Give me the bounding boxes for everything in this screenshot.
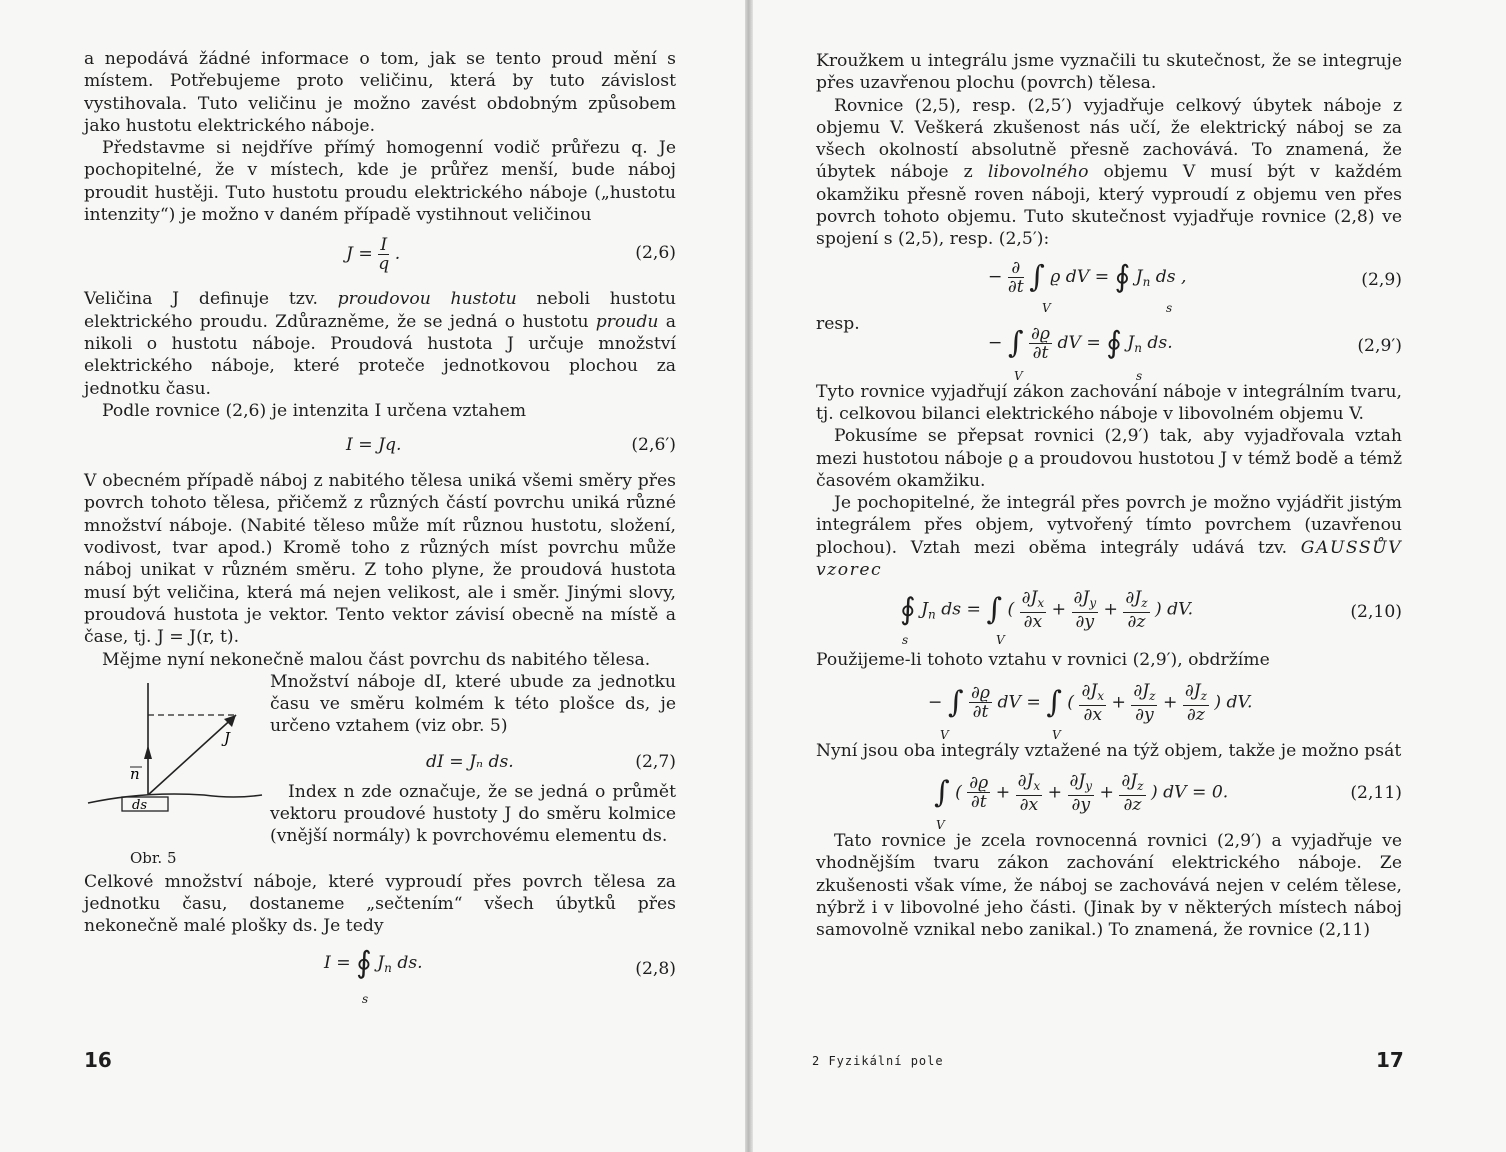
equation-number: (2,7): [635, 751, 676, 772]
equation-number: (2,9′): [1357, 335, 1402, 356]
right-page-text: [816, 50, 1402, 941]
paragraph: Index n zde označuje, že se jedná o průmět vektoru proudové hustoty J do směru kolmice (vnější normály) k povrchovému elementu ds.: [270, 781, 676, 847]
paragraph: Pokusíme se přepsat rovnici (2,9′) tak, aby vyjadřovala vztah mezi hustotou náboje ϱ a proudovou hustotou J v témž bodě a témž časovém okamžiku.: [816, 426, 1402, 491]
paragraph: Tato rovnice je zcela rovnocenná rovnici (2,9′) a vyjadřuje ve vhodnějším tvaru zákon zachování elektrického náboje. Ze zkušenosti však víme, že náboj se zachovává nejen v celém tělese, nýbrž i v libovolné jeho části. (Jinak by v některých místech náboj samovolně vznikal nebo zanikal.) To znamená, že rovnice (2,11): [816, 830, 1402, 941]
equation-2-11: ∫ ( $\frac{\partial ϱ}{\partial t}$ + $\frac{\partial J_x}{\partial x}$ + $\frac{\partial J_y}{\partial y}$ + $\frac{\partial J_z}{\partial z}$ ) dV = 0. V (2,11): [934, 770, 1402, 832]
figure-5-diagram: [84, 675, 264, 845]
paragraph: Představme si nejdříve přímý homogenní vodič průřezu q. Je pochopitelné, že v místech, kde je průřez menší, bude náboj proudit hustěji. Tuto hustotu proudu elektrického náboje („hustotu intenzity“) je možno v daném případě vystihnout veličinou: [84, 138, 676, 226]
left-page-text: [84, 48, 676, 1006]
equation-2-10: ∮ $J_n$ ds = ∫ ( $\frac{\partial J_x}{\partial x}$ + $\frac{\partial J_y}{\partial y}$ + $\frac{\partial J_z}{\partial z}$ ) dV. s V (2,10): [900, 588, 1402, 648]
paragraph: Podle rovnice (2,6) je intenzita I určena vztahem: [102, 400, 527, 421]
equation-number: (2,9): [1361, 269, 1402, 290]
paragraph: Je pochopitelné, že integrál přes povrch je možno vyjádřit jistým integrálem přes objem, vytvořený tímto povrchem (uzavřenou plochou). Vztah mezi oběma integrály udává tzv. GAUSSŮV vzorec: [816, 493, 1402, 581]
equation-2-6-prime: I = Jq. (2,6′): [346, 435, 676, 456]
paragraph: Nyní jsou oba integrály vztažené na týž objem, takže je možno psát: [816, 740, 1402, 761]
page-number: 16: [84, 1048, 112, 1072]
paragraph: Mějme nyní nekonečně malou část povrchu ds nabitého tělesa.: [102, 649, 651, 670]
paragraph: Celkové množství náboje, které vyproudí přes povrch tělesa za jednotku času, dostaneme „sečtením“ všech úbytků přes nekonečně malé plošky ds. Je tedy: [84, 871, 676, 937]
equation-2-6: J = $\frac{I}{q}$ . (2,6): [346, 235, 676, 275]
figure-caption: Obr. 5: [130, 848, 177, 867]
book-gutter: [745, 0, 753, 1152]
paragraph: Tyto rovnice vyjadřují zákon zachování náboje v integrálním tvaru, tj. celkovou bilanci elektrického náboje v libovolném objemu V.: [816, 381, 1402, 424]
equation-number: (2,11): [1350, 782, 1402, 803]
equation-2-9-prime: resp. − ∫ $\frac{\partial ϱ}{\partial t}$ dV = ∮ $J_n$ ds. V s (2,9′): [816, 313, 1402, 383]
paragraph: Rovnice (2,5), resp. (2,5′) vyjadřuje celkový úbytek náboje z objemu V. Veškerá zkušenost nás učí, že elektrický náboj se za všech okolností absolutně přesně zachovává. To znamená, že úbytek náboje z libovolného objemu V musí být v každém okamžiku přesně roven náboji, který vyproudí z objemu ven přes povrch tohoto objemu. Tuto skutečnost vyjadřuje rovnice (2,8) ve spojení s (2,5), resp. (2,5′):: [816, 95, 1402, 250]
paragraph: V obecném případě náboj z nabitého tělesa uniká všemi směry přes povrch tohoto tělesa, přičemž z různých částí povrchu uniká různé množství náboje. (Nabité těleso může mít různou hustotu, složení, vodivost, tvar apod.) Kromě toho z různých míst povrchu může náboj unikat v různém směru. Z toho plyne, že proudová hustota musí být veličina, která má nejen velikost, ale i směr. Jinými slovy, proudová hustota je vektor. Tento vektor závisí obecně na místě a čase, tj. J = J(r, t).: [84, 471, 676, 648]
resp-label: resp.: [816, 313, 860, 334]
paragraph: a nepodává žádné informace o tom, jak se tento proud mění s místem. Potřebujeme proto veličinu, která by tuto závislost vystihovala. Tuto veličinu je možno zavést obdobným způsobem jako hustotu elektrického náboje.: [84, 49, 676, 136]
paragraph: Použijeme-li tohoto vztahu v rovnici (2,9′), obdržíme: [816, 650, 1270, 671]
equation-2-8: I = ∮ $J_n$ ds. s (2,8): [324, 945, 676, 1006]
vector-j-label: J: [224, 728, 231, 747]
vector-n-label: n: [130, 764, 140, 783]
paragraph: Veličina J definuje tzv. proudovou hustotu neboli hustotu elektrického proudu. Zdůrazněme, že se jedná o hustotu proudu a nikoli o hustotu náboje. Proudová hustota J určuje množství elektrického náboje, které proteče jednotkovou plochou za jednotku času.: [84, 289, 676, 399]
paragraph: Kroužkem u integrálu jsme vyznačili tu skutečnost, že se integruje přes uzavřenou plochu (povrch) tělesa.: [816, 51, 1402, 94]
equation-2-9: − $\frac{\partial}{\partial t}$ ∫ ϱ dV = ∮ $J_n$ ds , V s (2,9): [988, 257, 1402, 315]
equation-number: (2,10): [1350, 602, 1402, 623]
paragraph: Množství náboje dI, které ubude za jednotku času ve směru kolmém k této plošce ds, je určeno vztahem (viz obr. 5): [270, 671, 676, 737]
equation-unnumbered: − ∫ $\frac{\partial ϱ}{\partial t}$ dV = ∫ ( $\frac{\partial J_x}{\partial x}$ + $\frac{\partial J_z}{\partial y}$ + $\frac{\partial J_z}{\partial z}$ ) dV. V V: [928, 680, 1253, 742]
signature-footer: 2 Fyzikální pole: [812, 1054, 944, 1068]
equation-number: (2,6): [635, 243, 676, 264]
equation-number: (2,6′): [631, 435, 676, 456]
equation-number: (2,8): [635, 958, 676, 979]
page-number: 17: [1376, 1048, 1404, 1072]
surface-ds-label: ds: [132, 797, 147, 813]
equation-2-7: dI = Jₙ ds. (2,7): [426, 751, 676, 772]
figure-5-block: [84, 671, 676, 871]
